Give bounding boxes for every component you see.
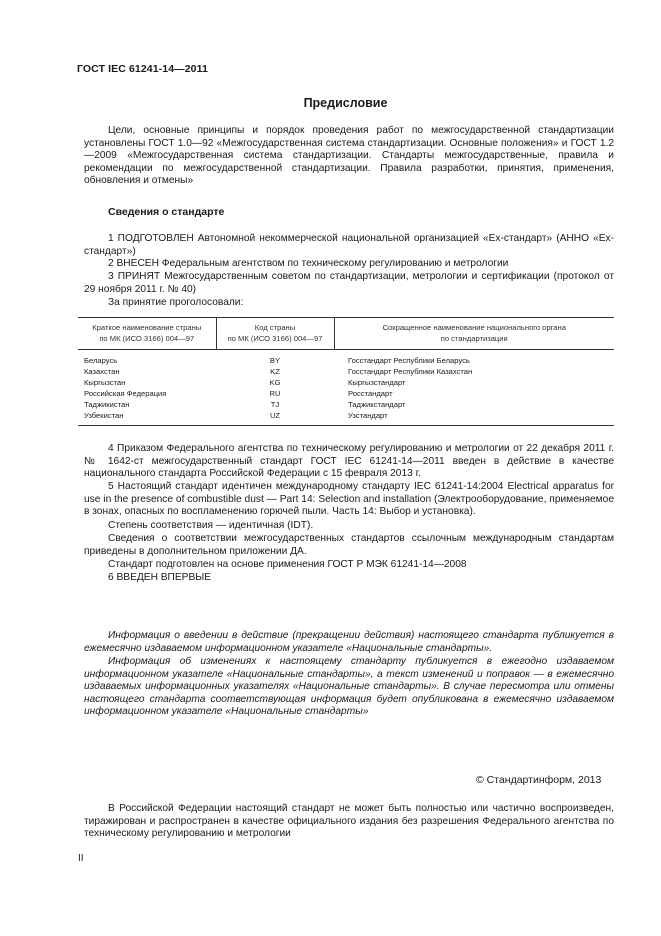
notice-paragraph-2: Информация об изменениях к настоящему стандарту публикуется в ежегодно издаваемом информационном указателе «Национальные стандарты», а текст изменений и поправок — в ежемесячно издаваемых информационных указателях «Национальные стандарты». В случае пересмотра или отмены настоящего стандарта соответствующая информация будет опубликована в ежемесячно издаваемом информационном указателе «Национальные стандарты»	[84, 656, 614, 718]
references-info: Сведения о соответствии межгосударственных стандартов ссылочным международным стандартам приведены в дополнительном приложении ДА.	[84, 533, 614, 557]
code-cell: RU	[269, 389, 281, 398]
page-number: II	[78, 853, 84, 864]
country-cell: Казахстан	[84, 367, 120, 376]
based-on: Стандарт подготовлен на основе применения ГОСТ Р МЭК 61241-14—2008	[108, 559, 467, 570]
country-cell: Таджикистан	[84, 400, 130, 409]
voting-table	[78, 317, 614, 426]
country-cell: Беларусь	[84, 356, 118, 365]
org-cell: Госстандарт Республики Беларусь	[348, 356, 470, 365]
header-code-line1: Код страны	[254, 323, 296, 332]
table-row	[78, 350, 614, 367]
org-cell: Узстандарт	[334, 410, 614, 426]
country-cell: Российская Федерация	[84, 389, 167, 398]
code-cell: BY	[269, 356, 281, 365]
header-code-line2: по МК (ИСО 3166) 004—97	[227, 334, 323, 343]
org-cell: Таджикстандарт	[348, 400, 406, 409]
item-1-prepared: 1 ПОДГОТОВЛЕН Автономной некоммерческой национальной организацией «Ех-стандарт» (АННО «Ех-стандарт»)	[84, 233, 614, 257]
header-country	[78, 318, 216, 350]
item-2-introduced: 2 ВНЕСЕН Федеральным агентством по техническому регулированию и метрологии	[108, 258, 509, 269]
header-org	[334, 318, 614, 350]
document-id: ГОСТ IEC 61241-14—2011	[77, 63, 208, 75]
voting-table-header-row	[78, 318, 614, 350]
notice-paragraph-1: Информация о введении в действие (прекращении действия) настоящего стандарта публикуется в ежемесячно издаваемом информационном указателе «Национальные стандарты».	[84, 630, 614, 654]
item-6-first-introduced: 6 ВВЕДЕН ВПЕРВЫЕ	[108, 572, 212, 583]
org-cell: Госстандарт Республики Казахстан	[348, 367, 473, 376]
copyright: © Стандартинформ, 2013	[476, 774, 602, 786]
foreword-title	[0, 96, 661, 110]
voted-label: За принятие проголосовали:	[108, 297, 244, 308]
header-code	[216, 318, 334, 350]
code-cell: KG	[269, 378, 281, 387]
table-row	[78, 366, 614, 377]
code-cell: TJ	[270, 400, 280, 409]
header-org-line2: по стандартизации	[440, 334, 508, 343]
table-row	[78, 410, 614, 426]
item-5-identical: 5 Настоящий стандарт идентичен международному стандарту IEC 61241-14:2004 Electrical apparatus for use in the presence of combustible dust — Part 14: Selection and installation (Электрооборудование, применяемое в зонах, опасных по воспламенению горючей пыли. Часть 14: Выбор и установка).	[84, 481, 614, 518]
foreword-title-text: Предисловие	[303, 96, 388, 110]
country-cell: Кыргызстан	[84, 378, 126, 387]
table-row	[78, 399, 614, 410]
code-cell: UZ	[216, 410, 334, 426]
standard-info-heading: Сведения о стандарте	[108, 206, 225, 218]
table-row	[78, 388, 614, 399]
header-org-line1: Сокращенное наименование национального органа	[382, 323, 566, 332]
item-4-order: 4 Приказом Федерального агентства по техническому регулированию и метрологии от 22 декабря 2011 г. № 1642-ст межгосударственный стандарт ГОСТ IEC 61241-14—2011 введен в действие в качестве национального стандарта Российской Федерации с 15 февраля 2013 г.	[84, 443, 614, 480]
org-cell: Росстандарт	[348, 389, 393, 398]
country-cell: Узбекистан	[78, 410, 216, 426]
code-cell: KZ	[270, 367, 280, 376]
foreword-intro: Цели, основные принципы и порядок проведения работ по межгосударственной стандартизации установлены ГОСТ 1.0—92 «Межгосударственная система стандартизации. Основные положения» и ГОСТ 1.2—2009 «Межгосударственная система стандартизации. Стандарты межгосударственные, правила и рекомендации по межгосударственной стандартизации. Правила разработки, принятия, применения, обновления и отмены»	[84, 125, 614, 187]
header-country-line2: по МК (ИСО 3166) 004—97	[99, 334, 195, 343]
rights-notice: В Российской Федерации настоящий стандарт не может быть полностью или частично воспроизведен, тиражирован и распространен в качестве официального издания без разрешения Федерального агентства по техническому регулированию и метрологии	[84, 803, 614, 840]
item-3-adopted: 3 ПРИНЯТ Межгосударственным советом по стандартизации, метрологии и сертификации (протокол от 29 ноября 2011 г. № 40)	[84, 271, 614, 295]
compliance-degree: Степень соответствия — идентичная (IDT).	[108, 520, 314, 531]
header-country-line1: Краткое наименование страны	[92, 323, 202, 332]
org-cell: Кыргызстандарт	[348, 378, 406, 387]
table-row	[78, 377, 614, 388]
